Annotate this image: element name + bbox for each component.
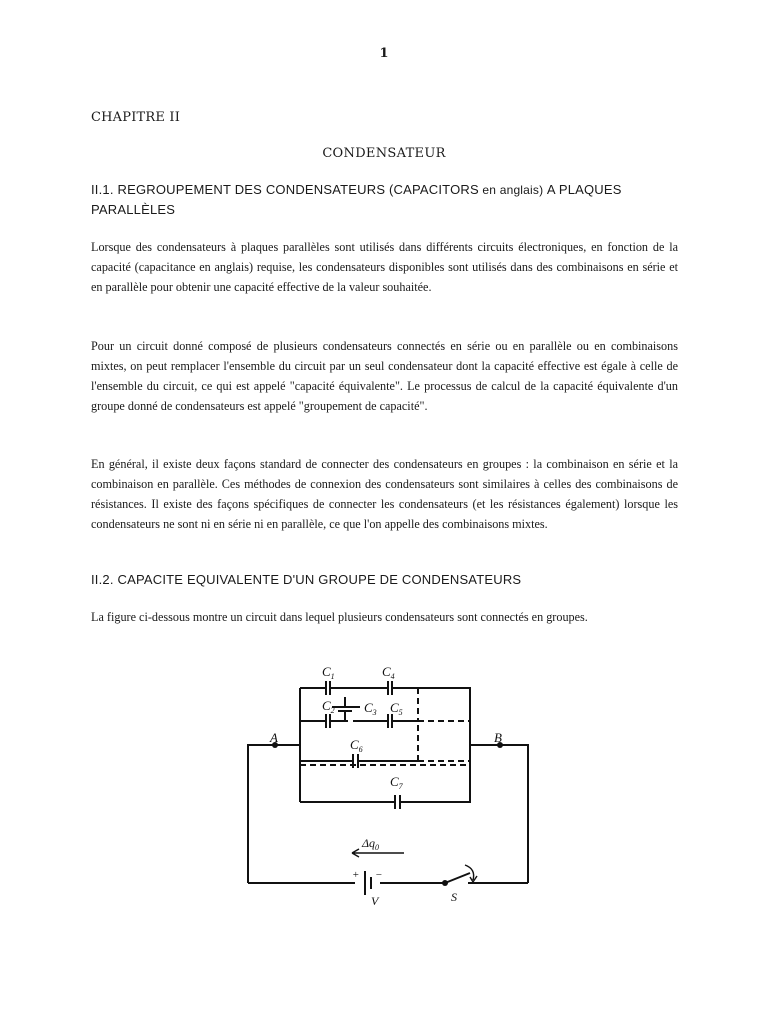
c1-label: $C_1$ xyxy=(322,664,335,681)
switch-label: S xyxy=(451,890,457,904)
paragraph: Pour un circuit donné composé de plusieurs condensateurs connectés en série ou en parallèle ou en combinaisons mixtes, on peut remplacer l'ensemble du circuit par un seul condensateur dont la capacité effective est égale à celle de l'ensemble du circuit, ce qui est appelé "capacité équivalente". Le processus de calcul de la capacité équivalente d'un groupe donné de condensateurs est appelé "groupement de capacité". xyxy=(91,339,678,413)
c3-label: $C_3$ xyxy=(364,700,377,717)
c5-label: $C_5$ xyxy=(390,700,403,717)
battery-label: V xyxy=(371,894,379,908)
paragraph: La figure ci-dessous montre un circuit dans lequel plusieurs condensateurs sont connectés en groupes. xyxy=(91,610,588,624)
charge-label: $\Delta q_0$ xyxy=(362,836,380,852)
c4-label: $C_4$ xyxy=(382,664,395,681)
page-number: 1 xyxy=(379,46,389,61)
paragraph: En général, il existe deux façons standard de connecter des condensateurs en groupes : la combinaison en série et la combinaison en parallèle. Ces méthodes de connexion des condensateurs sont similaires à celles des combinaisons de résistances. Il existe des façons spécifiques de connecter les condensateurs (et les résistances également) lorsque les condensateurs ne sont ni en série ni en parallèle, ce que l'on appelle des combinaisons mixtes. xyxy=(91,457,678,531)
c6-label: $C_6$ xyxy=(350,737,363,754)
battery-plus-label: + xyxy=(352,869,360,881)
c3-wiring xyxy=(332,697,360,721)
section-heading-1-note: en anglais) xyxy=(478,183,547,197)
battery-symbol xyxy=(365,871,371,895)
paragraph: Lorsque des condensateurs à plaques parallèles sont utilisés dans différents circuits électroniques, en fonction de la capacité (capacitance en anglais) requise, les condensateurs disponibles sont utilisés dans des combinaisons en série et en parallèle pour obtenir une capacité effective de la valeur souhaitée. xyxy=(91,240,678,294)
switch-lever xyxy=(445,873,470,883)
node-b-label: B xyxy=(494,730,502,745)
battery-minus-label: − xyxy=(375,869,383,881)
capacitor-plates xyxy=(326,681,400,809)
c2-label: $C_2$ xyxy=(322,698,335,715)
section-heading-1-end: A PLAQUES PARALLÈLES xyxy=(91,182,622,217)
page-title: CONDENSATEUR xyxy=(322,146,446,161)
section-heading-1-start: II.1. REGROUPEMENT DES CONDENSATEURS (CAPACITORS xyxy=(91,182,479,197)
circuit-diagram xyxy=(240,655,540,910)
section-heading-2: II.2. CAPACITE EQUIVALENTE D'UN GROUPE DE CONDENSATEURS xyxy=(91,572,522,587)
chapter-label: CHAPITRE II xyxy=(91,110,181,125)
section-heading-1 xyxy=(91,180,678,220)
node-a-label: A xyxy=(270,730,278,745)
c7-label: $C_7$ xyxy=(390,774,403,791)
